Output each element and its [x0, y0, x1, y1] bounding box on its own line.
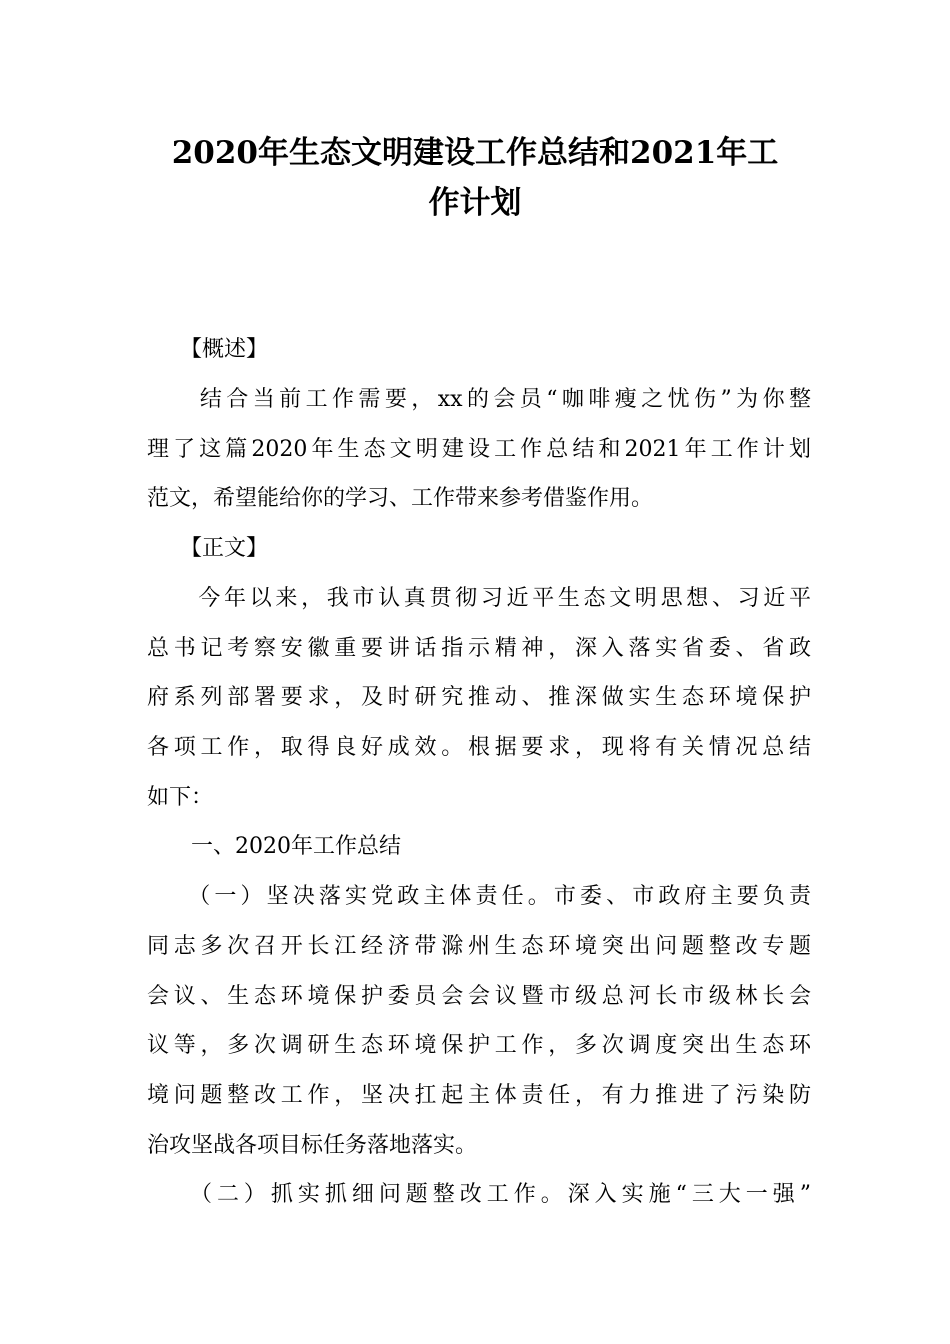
body-line: 结合当前工作需要，xx的会员“咖啡瘦之忧伤”为你整 [147, 387, 811, 412]
section-label-main-text: 【正文】 [147, 536, 269, 561]
body-line: 会议、生态环境保护委员会会议暨市级总河长市级林长会 [147, 984, 811, 1009]
section-heading: 一、2020年工作总结 [147, 834, 401, 859]
body-line: 如下： [147, 785, 214, 810]
body-line: （二）抓实抓细问题整改工作。深入实施“三大一强” [147, 1182, 811, 1207]
body-line: 治攻坚战各项目标任务落地落实。 [147, 1133, 478, 1158]
body-line: 总书记考察安徽重要讲话指示精神，深入落实省委、省政 [147, 636, 811, 661]
document-title-line-2: 作计划 [428, 185, 522, 221]
document-title-line-1: 2020年生态文明建设工作总结和2021年工 [171, 135, 779, 171]
body-line: 范文，希望能给你的学习、工作带来参考借鉴作用。 [147, 486, 654, 511]
body-line: 府系列部署要求，及时研究推动、推深做实生态环境保护 [147, 685, 811, 710]
body-line: 议等，多次调研生态环境保护工作，多次调度突出生态环 [147, 1033, 811, 1058]
body-line: 理了这篇2020年生态文明建设工作总结和2021年工作计划 [147, 437, 811, 462]
body-line: 各项工作，取得良好成效。根据要求，现将有关情况总结 [147, 735, 811, 760]
body-line: 境问题整改工作，坚决扛起主体责任，有力推进了污染防 [147, 1083, 811, 1108]
section-label-overview: 【概述】 [147, 337, 269, 362]
body-line: （一）坚决落实党政主体责任。市委、市政府主要负责 [147, 884, 811, 909]
body-line: 同志多次召开长江经济带滁州生态环境突出问题整改专题 [147, 934, 811, 959]
body-line: 今年以来，我市认真贯彻习近平生态文明思想、习近平 [147, 586, 811, 611]
